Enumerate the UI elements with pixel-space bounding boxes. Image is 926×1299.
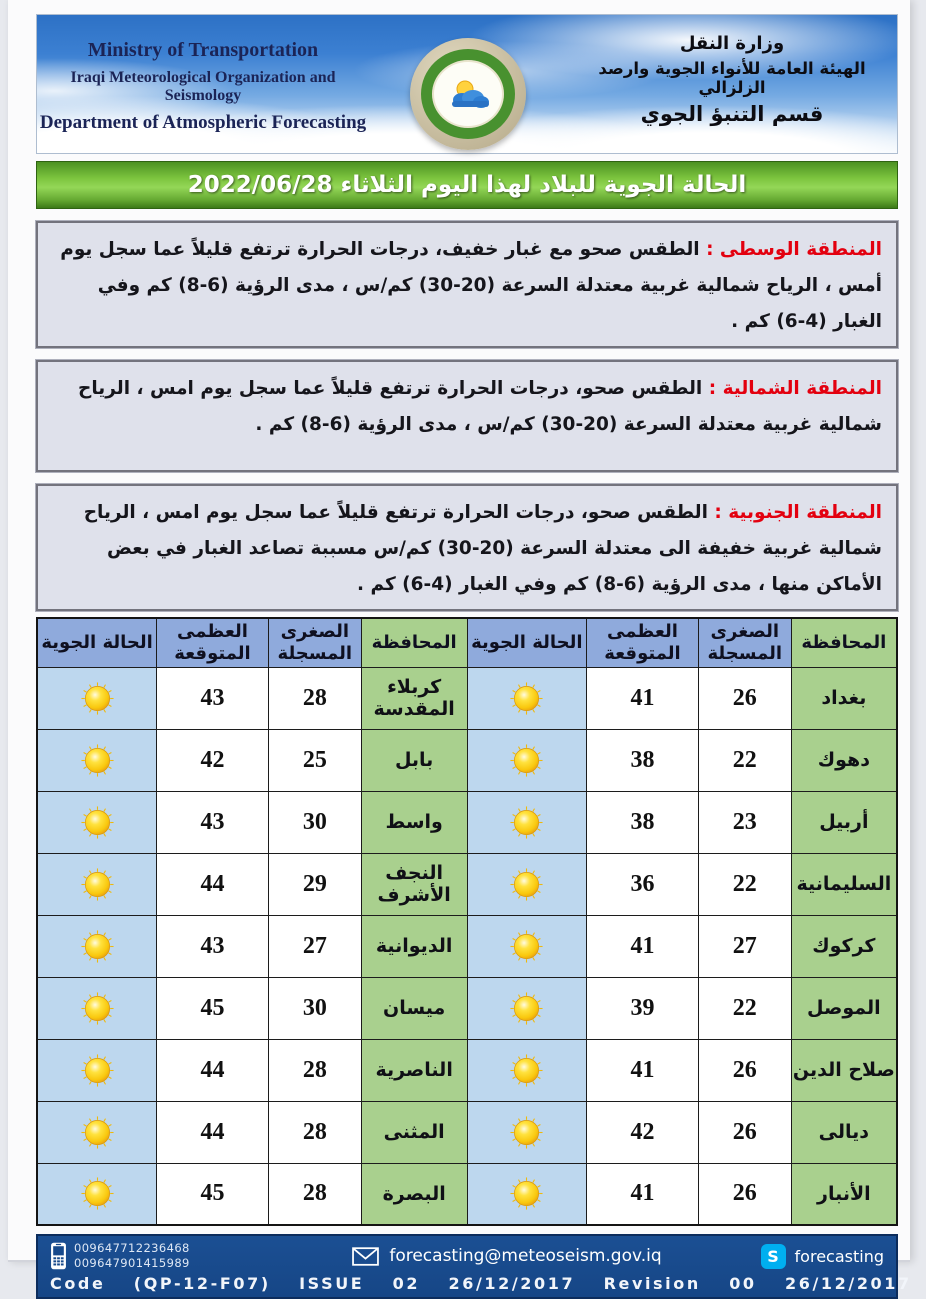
condition-cell [467,791,587,853]
condition-cell [37,1163,157,1225]
forecast-row [37,977,897,1039]
sun-icon [80,867,115,902]
max-temp-cell: 36 [587,853,699,915]
email-contact [300,1246,714,1266]
max-temp-header [587,618,699,667]
max-header-line1: العظمى [607,621,678,643]
governorate-cell: الناصرية [361,1039,467,1101]
max-temp-cell: 44 [157,1039,269,1101]
governorate-cell: كربلاء المقدسة [361,667,467,729]
sun-icon [80,1176,115,1211]
arabic-line-2: الهيئة العامة للأنواء الجوية وارصد الزلزالي [598,59,866,97]
max-header-line2: المتوقعة [604,642,681,664]
envelope-icon [352,1247,379,1266]
condition-cell [467,977,587,1039]
max-temp-cell: 38 [587,791,699,853]
forecast-row [37,1163,897,1225]
min-temp-cell: 22 [698,729,791,791]
report-title-bar [36,161,898,209]
sun-icon [80,1115,115,1150]
region-text: الطقس صحو، درجات الحرارة ترتفع قليلاً عما سجل يوم امس ، الرياح شمالية غربية خفيفة الى معتدلة السرعة (20-30) كم/س مسببة تصاعد الغبار في بعض الأماكن منها ، مدى الرؤية (6-8) كم وفي الغبار (4-6) كم . [83,502,882,596]
condition-cell [37,1039,157,1101]
max-temp-cell: 39 [587,977,699,1039]
english-line-3: Department of Atmospheric Forecasting [39,112,367,133]
sun-icon [509,1115,544,1150]
min-header-line1: الصغرى [280,621,350,643]
region-text: الطقس صحو، درجات الحرارة ترتفع قليلاً عما سجل يوم امس ، الرياح شمالية غربية معتدلة السرعة (20-30) كم/س ، مدى الرؤية (6-8) كم . [78,378,882,436]
max-temp-cell: 45 [157,977,269,1039]
governorate-cell: الأنبار [791,1163,897,1225]
min-header-line1: الصغرى [710,621,780,643]
organization-logo [369,15,567,153]
english-line-1: Ministry of Transportation [87,39,319,61]
min-temp-header [268,618,361,667]
ministry-english-title [37,15,369,153]
ministry-arabic-title [567,15,897,153]
condition-cell [467,915,587,977]
min-header-line2: المسجلة [707,642,783,664]
min-temp-cell: 25 [268,729,361,791]
max-temp-cell: 43 [157,667,269,729]
min-temp-cell: 26 [698,1163,791,1225]
condition-cell [467,853,587,915]
max-temp-cell: 45 [157,1163,269,1225]
condition-cell [37,853,157,915]
min-temp-cell: 22 [698,977,791,1039]
condition-cell [37,791,157,853]
governorate-cell: النجف الأشرف [361,853,467,915]
governorate-cell: البصرة [361,1163,467,1225]
phone-icon [50,1242,67,1270]
governorate-header: المحافظة [791,618,897,667]
sun-icon [80,805,115,840]
min-temp-cell: 28 [268,1039,361,1101]
skype-contact [714,1244,884,1269]
max-temp-cell: 41 [587,667,699,729]
sun-icon [80,991,115,1026]
min-temp-cell: 28 [268,667,361,729]
min-temp-cell: 28 [268,1163,361,1225]
skype-icon: S [761,1244,786,1269]
max-temp-cell: 41 [587,915,699,977]
region-text: الطقس صحو مع غبار خفيف، درجات الحرارة ترتفع قليلاً عما سجل يوم أمس ، الرياح شمالية غربية معتدلة السرعة (20-30) كم/س ، مدى الرؤية (6-8) كم وفي الغبار (4-6) كم . [60,239,882,333]
logo-green-ring [421,49,515,139]
min-temp-cell: 26 [698,667,791,729]
min-header-line2: المسجلة [277,642,353,664]
min-temp-header [698,618,791,667]
sun-icon [509,929,544,964]
code-line: Code (QP-12-F07) ISSUE 02 26/12/2017 Revision 00 26/12/2017 [50,1273,912,1293]
phone-contact [50,1241,300,1271]
forecast-row [37,1101,897,1163]
region-label: المنطقة الشمالية : [708,378,882,400]
max-temp-cell: 44 [157,853,269,915]
min-temp-cell: 30 [268,977,361,1039]
table-header-row [37,618,897,667]
governorate-header: المحافظة [361,618,467,667]
min-temp-cell: 26 [698,1101,791,1163]
phone-number-1: 009647712236468 [74,1241,190,1256]
max-temp-cell: 42 [587,1101,699,1163]
sun-icon [80,743,115,778]
region-label: المنطقة الجنوبية : [714,502,882,524]
max-temp-cell: 43 [157,915,269,977]
footer-contacts [50,1241,884,1271]
max-temp-cell: 42 [157,729,269,791]
governorate-cell: المثنى [361,1101,467,1163]
condition-cell [467,1163,587,1225]
condition-cell [37,729,157,791]
skype-label: forecasting [794,1246,884,1266]
logo-outer-ring [410,38,526,150]
forecast-central-region [36,221,898,348]
sun-icon [509,1053,544,1088]
max-temp-cell: 43 [157,791,269,853]
max-header-line1: العظمى [177,621,248,643]
min-temp-cell: 27 [268,915,361,977]
condition-header: الحالة الجوية [467,618,587,667]
report-title: الحالة الجوية للبلاد لهذا اليوم الثلاثاء 2022/06/28 [187,172,747,198]
min-temp-cell: 29 [268,853,361,915]
max-temp-cell: 38 [587,729,699,791]
min-temp-cell: 27 [698,915,791,977]
weather-bulletin-document [8,0,912,1293]
sun-icon [80,929,115,964]
min-temp-cell: 23 [698,791,791,853]
forecast-row [37,729,897,791]
governorate-cell: كركوك [791,915,897,977]
condition-cell [467,667,587,729]
condition-cell [37,667,157,729]
min-temp-cell: 28 [268,1101,361,1163]
condition-cell [37,977,157,1039]
min-temp-cell: 30 [268,791,361,853]
condition-cell [467,729,587,791]
governorate-cell: بغداد [791,667,897,729]
phone-numbers [74,1241,190,1271]
english-line-2: Iraqi Meteorological Organization and Seismology [70,69,336,104]
governorate-cell: بابل [361,729,467,791]
forecast-row [37,667,897,729]
condition-cell [467,1039,587,1101]
sun-icon [509,805,544,840]
sun-icon [80,681,115,716]
arabic-line-3: قسم التنبؤ الجوي [640,102,824,126]
governorate-cell: السليمانية [791,853,897,915]
sun-icon [80,1053,115,1088]
governorate-cell: أربيل [791,791,897,853]
footer-bar [36,1234,912,1299]
sun-icon [509,681,544,716]
governorate-cell: الموصل [791,977,897,1039]
forecast-table [36,617,898,1226]
governorate-cell: دهوك [791,729,897,791]
header-banner [36,14,898,154]
sun-icon [509,743,544,778]
max-temp-cell: 41 [587,1039,699,1101]
condition-cell [37,1101,157,1163]
forecast-row [37,791,897,853]
email-text: forecasting@meteoseism.gov.iq [389,1246,662,1266]
governorate-cell: واسط [361,791,467,853]
region-label: المنطقة الوسطى : [706,239,882,260]
governorate-cell: الديوانية [361,915,467,977]
governorate-cell: ميسان [361,977,467,1039]
governorate-cell: صلاح الدين [791,1039,897,1101]
sun-icon [509,867,544,902]
forecast-northern-region [36,360,898,472]
forecast-row [37,915,897,977]
arabic-line-1: وزارة النقل [679,33,785,54]
min-temp-cell: 26 [698,1039,791,1101]
condition-header: الحالة الجوية [37,618,157,667]
max-header-line2: المتوقعة [174,642,251,664]
sun-icon [509,991,544,1026]
forecast-row [37,853,897,915]
forecast-row [37,1039,897,1101]
forecast-table-body [37,667,897,1225]
governorate-cell: ديالى [791,1101,897,1163]
max-temp-cell: 41 [587,1163,699,1225]
max-temp-cell: 44 [157,1101,269,1163]
logo-cloud-sun-icon [445,79,491,109]
sun-icon [509,1176,544,1211]
condition-cell [467,1101,587,1163]
max-temp-header [157,618,269,667]
min-temp-cell: 22 [698,853,791,915]
forecast-southern-region [36,484,898,611]
condition-cell [37,915,157,977]
phone-number-2: 009647901415989 [74,1256,190,1270]
